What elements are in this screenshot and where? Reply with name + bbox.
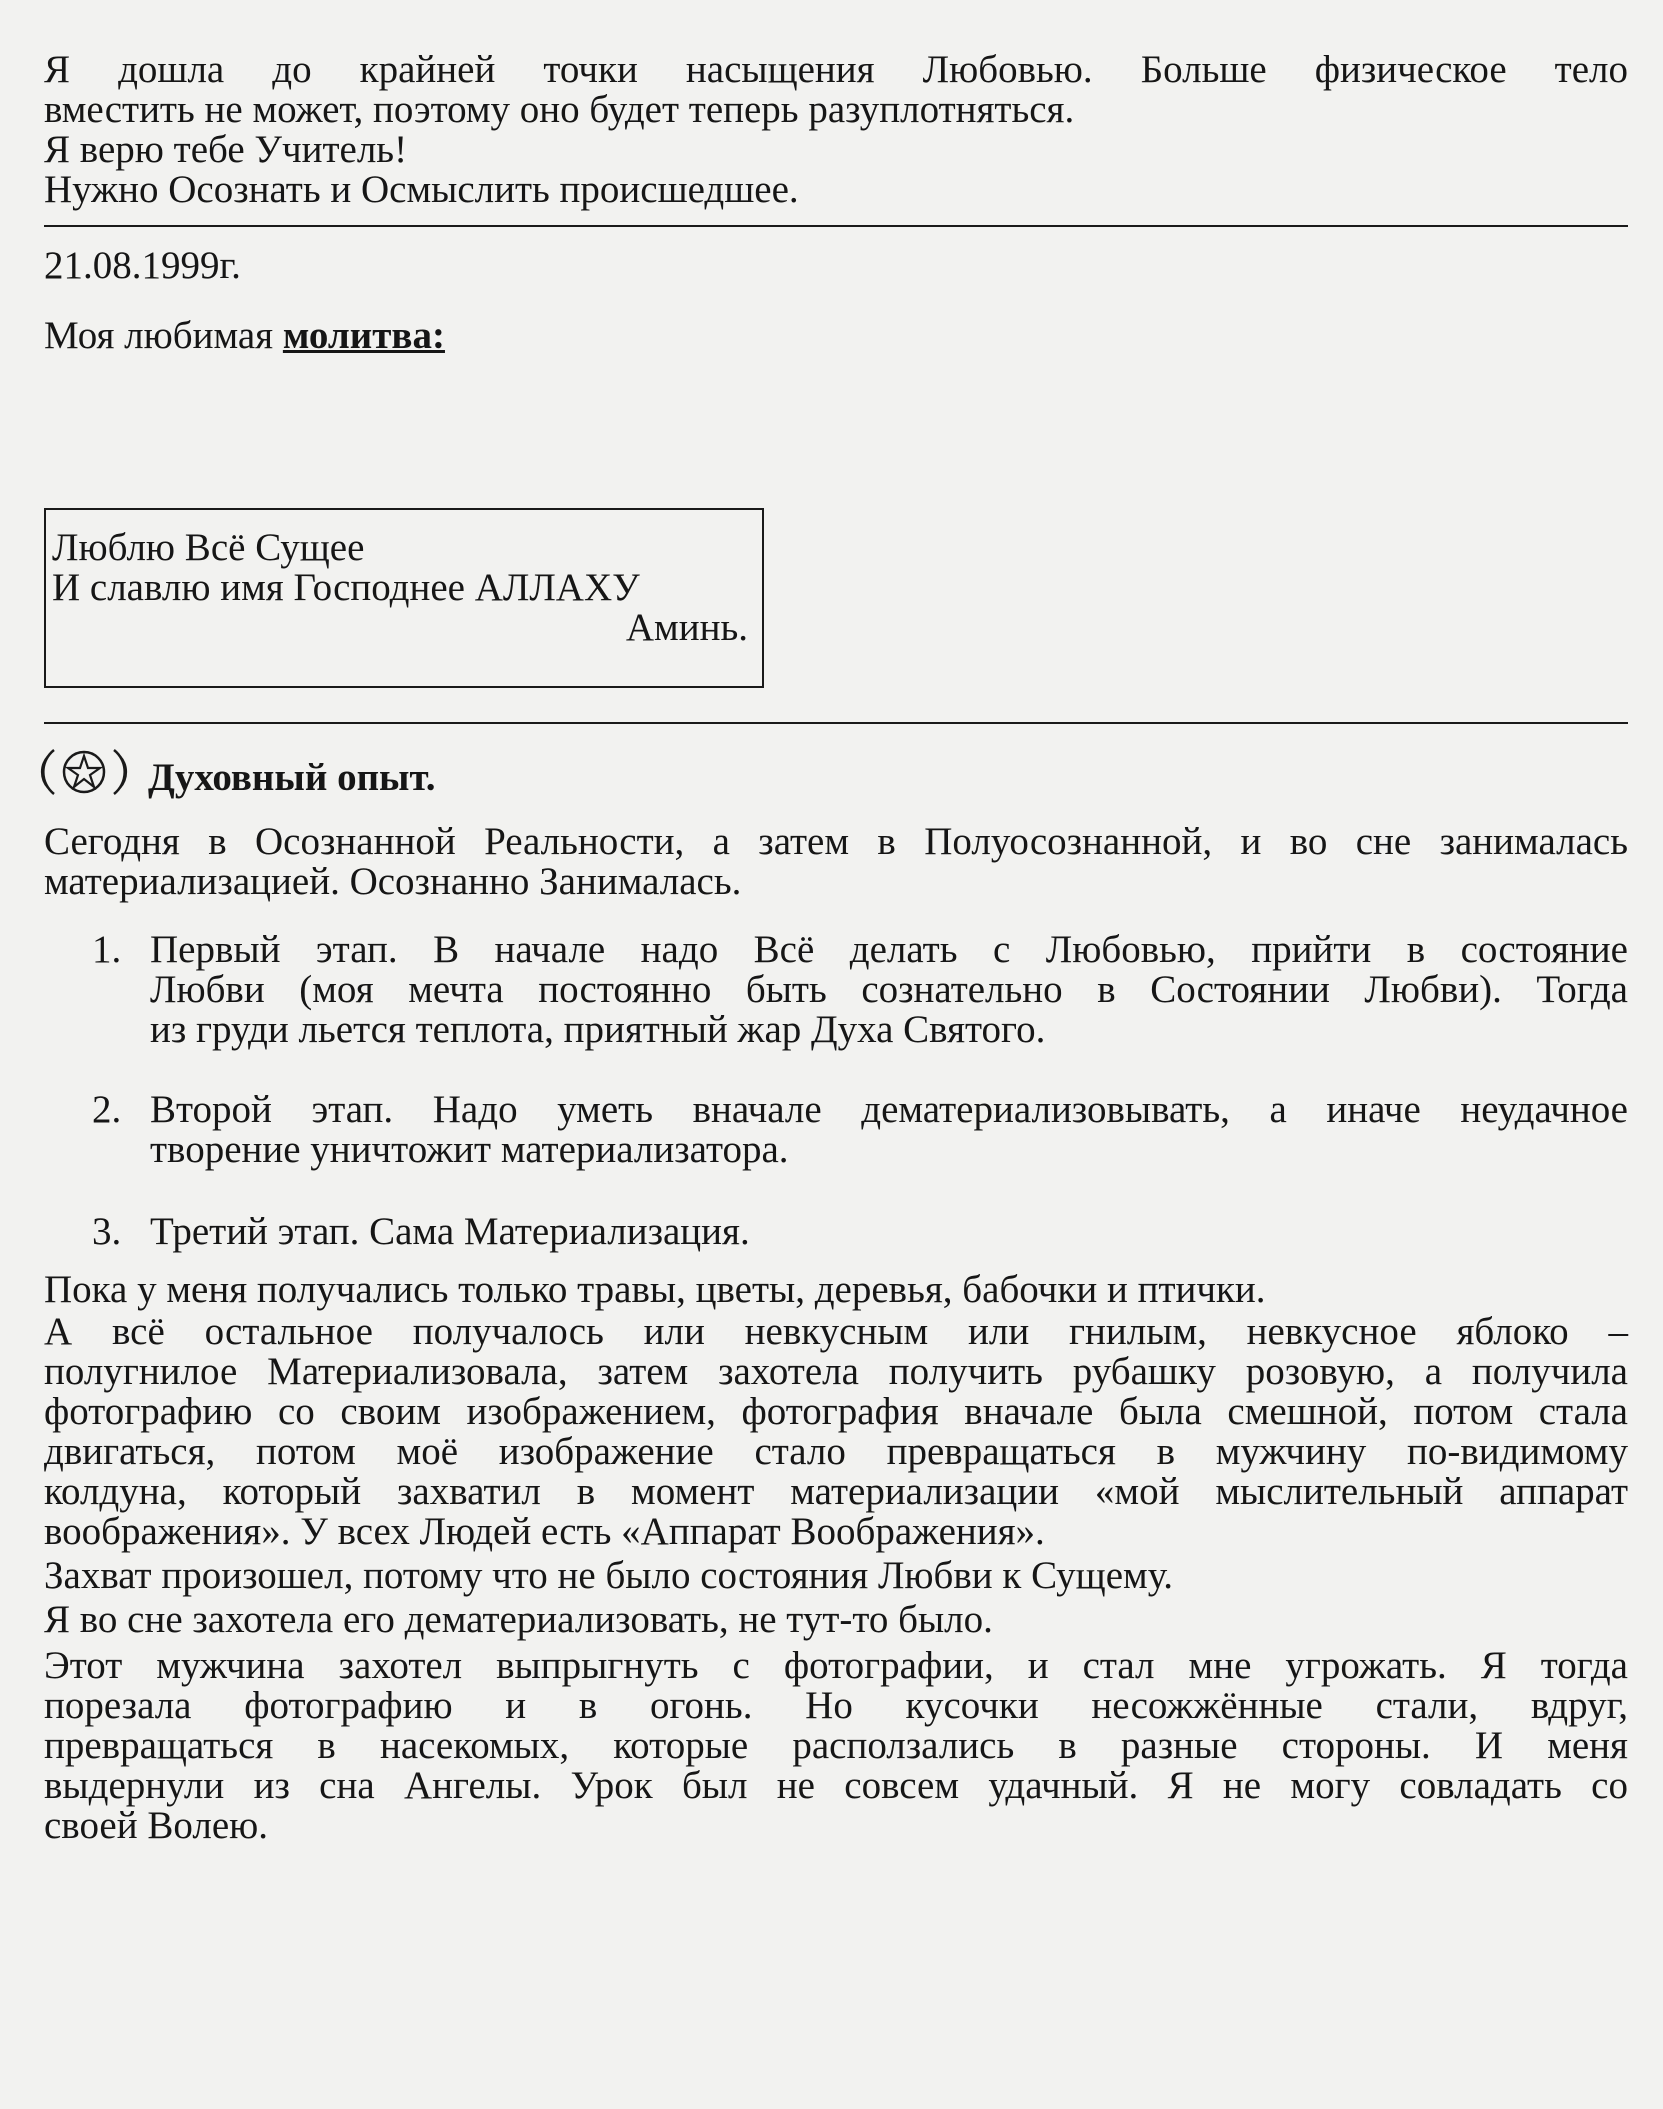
entry-date: 21.08.1999г. — [44, 244, 241, 287]
paragraph-line: Я во сне захотела его дематериализовать, не тут-то было. — [44, 1598, 993, 1641]
list-item-line: Третий этап. Сама Материализация. — [150, 1210, 750, 1253]
paragraph-line: превращаться в насекомых, которые расползались в разные стороны. И меня — [44, 1724, 1628, 1767]
paragraph-line: А всё остальное получалось или невкусным или гнилым, невкусное яблоко – — [44, 1310, 1628, 1353]
list-number: 2. — [92, 1088, 122, 1131]
prayer-lead: Моя любимая — [44, 314, 283, 357]
prayer-line-3: Аминь. — [625, 606, 748, 649]
intro-line-3: Я верю тебе Учитель! — [44, 128, 408, 171]
paragraph-line: фотографию со своим изображением, фотография вначале была смешной, потом стала — [44, 1390, 1628, 1433]
intro-line-1: Я дошла до крайней точки насыщения Любовью. Больше физическое тело — [44, 48, 1628, 91]
paragraph-line: Пока у меня получались только травы, цветы, деревья, бабочки и птички. — [44, 1268, 1266, 1311]
paragraph-line: выдернули из сна Ангелы. Урок был не совсем удачный. Я не могу совладать со — [44, 1764, 1628, 1807]
intro-line-4: Нужно Осознать и Осмыслить происшедшее. — [44, 168, 799, 211]
paragraph-line: полугнилое Материализовала, затем захотела получить рубашку розовую, а получила — [44, 1350, 1628, 1393]
list-item-line: Любви (моя мечта постоянно быть сознательно в Состоянии Любви). Тогда — [150, 968, 1628, 1011]
prayer-line-1: Люблю Всё Сущее — [52, 526, 365, 569]
list-item-line: творение уничтожит материализатора. — [150, 1128, 789, 1171]
paragraph-line: воображения». У всех Людей есть «Аппарат Воображения». — [44, 1510, 1045, 1553]
section-title: Духовный опыт. — [148, 756, 436, 799]
prayer-box — [44, 508, 764, 688]
paragraph-line: колдуна, который захватил в момент материализации «мой мыслительный аппарат — [44, 1470, 1628, 1513]
paragraph-line: Захват произошел, потому что не было состояния Любви к Сущему. — [44, 1554, 1174, 1597]
prayer-label: молитва: — [282, 314, 445, 357]
paragraph-line: материализацией. Осознанно Занималась. — [44, 860, 742, 903]
paragraph-line: Сегодня в Осознанной Реальности, а затем в Полуосознанной, и во сне занималась — [44, 820, 1628, 863]
list-item-line: Первый этап. В начале надо Всё делать с Любовью, прийти в состояние — [150, 928, 1628, 971]
paragraph-line: своей Волею. — [44, 1804, 269, 1847]
divider — [44, 722, 1628, 724]
list-item-line: из груди льется теплота, приятный жар Духа Святого. — [150, 1008, 1046, 1051]
prayer-heading — [44, 316, 1628, 356]
paragraph-line: порезала фотографию и в огонь. Но кусочки несожжённые стали, вдруг, — [44, 1684, 1628, 1727]
star-in-circles-icon — [40, 742, 128, 802]
intro-line-2: вместить не может, поэтому оно будет теперь разуплотняться. — [44, 88, 1075, 131]
list-number: 1. — [92, 928, 122, 971]
paragraph-line: Этот мужчина захотел выпрыгнуть с фотографии, и стал мне угрожать. Я тогда — [44, 1644, 1628, 1687]
paragraph-line: двигаться, потом моё изображение стало превращаться в мужчину по-видимому — [44, 1430, 1628, 1473]
prayer-line-2: И славлю имя Господнее АЛЛАХУ — [52, 566, 640, 609]
list-item-line: Второй этап. Надо уметь вначале дематериализовывать, а иначе неудачное — [150, 1088, 1628, 1131]
divider — [44, 225, 1628, 227]
list-number: 3. — [92, 1210, 122, 1253]
